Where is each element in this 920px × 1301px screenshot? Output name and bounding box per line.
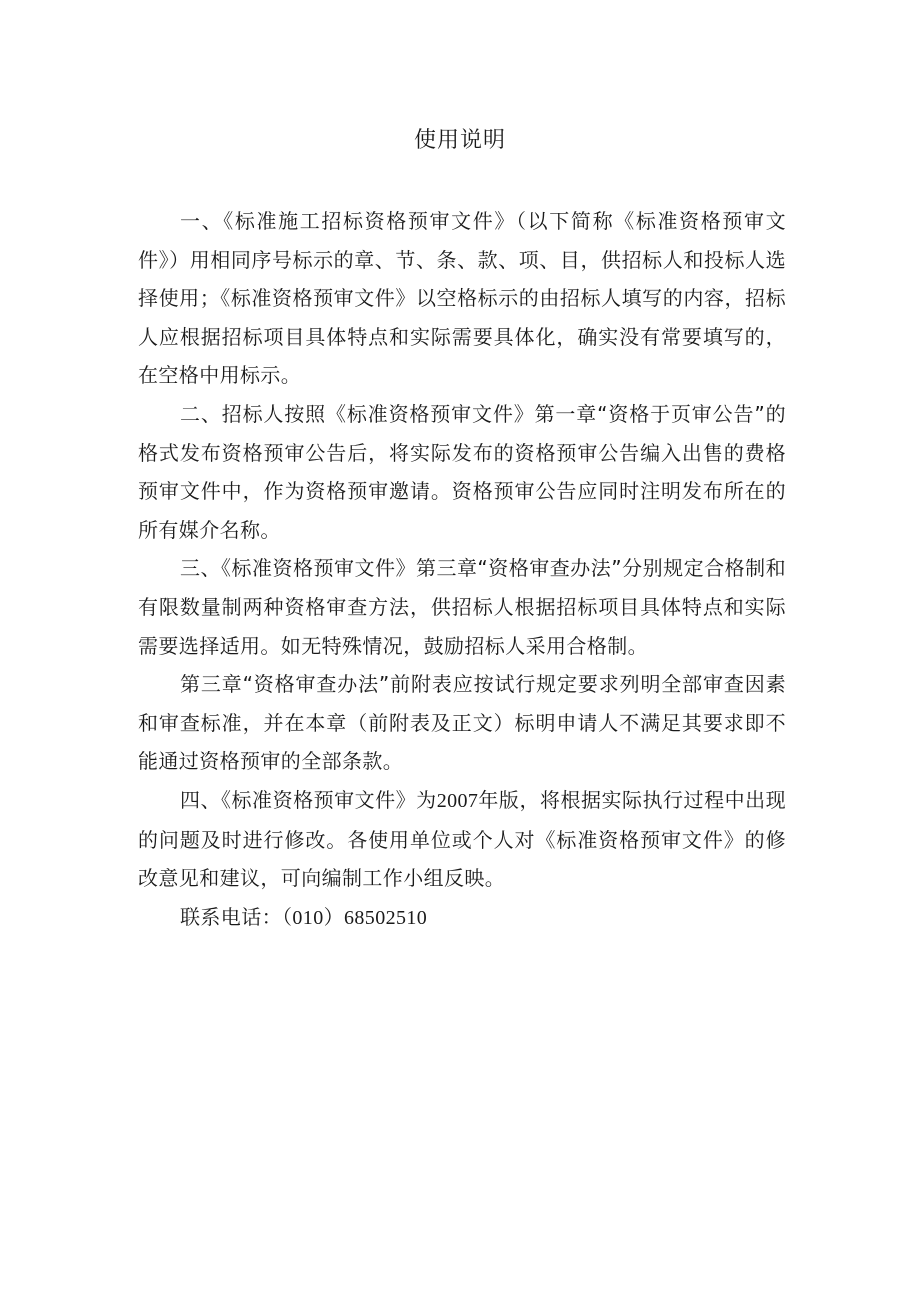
contact-line bbox=[138, 898, 786, 938]
paragraph-5-start: 四、《标准资格预审文件》为 bbox=[180, 787, 437, 812]
paragraph-1: 一、《标准施工招标资格预审文件》（以下简称《标准资格预审文件》）用相同序号标示的章、节、条、款、项、目，供招标人和投标人选择使用；《标准资格预审文件》以空格标示的由招标人填写的内容，招标人应根据招标项目具体特点和实际需要具体化，确实没有常要填写的，在空格中用标示。 bbox=[138, 209, 786, 388]
paragraph-3: 三、《标准资格预审文件》第三章“资格审查办法”分别规定合格制和有限数量制两种资格审查方法，供招标人根据招标项目具体特点和实际需要选择适用。如无特殊情况，鼓励招标人采用合格制。 bbox=[138, 556, 786, 658]
paragraph-5-end: 年版，将根据实际执行过程中出现的问题及时进行修改。各使用单位或个人对《标准资格预审文件》的修改意见和建议，可向编制工作小组反映。 bbox=[138, 787, 787, 891]
page-title: 使用说明 bbox=[413, 128, 506, 153]
paragraph-2: 二、招标人按照《标准资格预审文件》第一章“资格于页审公告”的格式发布资格预审公告后，将实际发布的资格预审公告编入出售的费格预审文件中，作为资格预审邀请。资格预审公告应同时注明发布所在的所有媒介名称。 bbox=[138, 401, 786, 542]
contact-label: 联系电话： bbox=[180, 904, 282, 929]
document-body bbox=[138, 202, 786, 937]
contact-phone: （010）68502510 bbox=[282, 906, 428, 929]
paragraph-4: 第三章“资格审查办法”前附表应按试行规定要求列明全部审查因素和审查标准，并在本章（前附表及正文）标明申请人不满足其要求即不能通过资格预审的全部条款。 bbox=[138, 672, 786, 774]
edition-year: 2007 bbox=[436, 789, 479, 812]
paragraph-5 bbox=[138, 781, 786, 898]
